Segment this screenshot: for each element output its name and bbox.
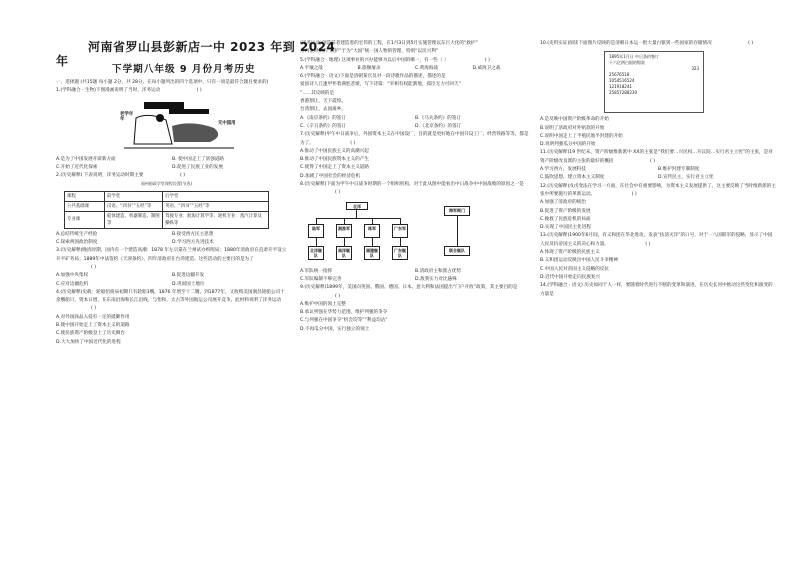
diagram-connector	[316, 238, 317, 246]
q11-option-b[interactable]: B.维护封建专制制度	[658, 167, 700, 173]
question-11-options-row-2	[540, 174, 776, 182]
q2-option-c[interactable]: C.探索两国政治制度	[56, 240, 98, 246]
question-5-options	[300, 65, 530, 73]
q12-option-c[interactable]: C.挽救了民族危机的局面	[540, 216, 591, 222]
cartoon-illustration	[114, 98, 264, 154]
table-cell: 驾驶专业：航海计算学等；轮机专业：蒸汽计算及操纵等	[163, 211, 269, 228]
document-line: 25676518	[609, 72, 630, 78]
column-3	[540, 40, 776, 299]
q3-option-d[interactable]: D.巩固国土地位	[172, 281, 205, 287]
table-cell: 前学堂	[105, 191, 163, 201]
q4-continuation: (洋务运动)创造前者建造着的宏伟的工程，在1月3日到5月实施管理以东巨大化的“救护”	[300, 41, 478, 46]
q9-option-b[interactable]: B.承认列强在华势力范围，维护列强的争夺	[300, 310, 388, 316]
q9-option-c[interactable]: C.与列强在中国争夺“机会均等”“利益均沾”	[300, 318, 388, 324]
cartoon-label-right: 无中国用	[218, 120, 236, 126]
q10-option-c[interactable]: C.说明中国走上了半殖民地半封建的开始	[540, 133, 623, 139]
question-12: 12.(历史解释)戊戌变法在学习一方面，在社会中有重要影响，为资本主义发展提供了。这主要反映了当时维新派的主张中所要施行的革新运动。 ( )	[540, 183, 776, 197]
q4-option-d[interactable]: D.大大加快了中国近代化的进程	[56, 339, 121, 345]
question-11: 11.(历史解释)19 世纪末，资产阶级维新派中 XX的主张是“我们要…兴民权…开议院…实行君主立宪”的主张，是对资产阶级改良派的主张的最好的概括 ( )	[540, 150, 773, 164]
exam-title-line2: 下学期八年级 9 月份月考历史	[112, 64, 256, 75]
q3-option-a[interactable]: A.加强中央集权	[56, 273, 89, 279]
q10-option-a[interactable]: A.是反映中国资产阶级革命的开始	[540, 117, 609, 123]
q4-option-c[interactable]: C.使民族资产阶级登上了历史舞台	[56, 331, 125, 337]
question-5: 5.(学科融合 · 地理) 这项事业的兴办能够为以后中国的哪一，有一些（ ） ( )	[300, 57, 490, 63]
question-4: 4.(历史解释)史载：轮船招商局初期只有轮船3艘，1876 年增至十二艘，到1877年，又收购美国旗昌轮船公司十余艘船只，资本日增，在东南沿海和长江沿线，与怡和、太古等外国航运公司展开竞争。此材料说明了洋务运动 ( )	[56, 289, 285, 312]
q11-option-c[interactable]: C.鼓吹思想，建立资本主义制度	[540, 175, 605, 181]
q4-continuation-line: 万两金时期的“救护”于为“大国”统一国人物的管理，特别“以民兴利”	[300, 49, 439, 55]
diagram-connector	[316, 218, 400, 219]
q2-option-b[interactable]: B.接受西方民主思想	[172, 231, 214, 237]
historical-document-image	[604, 51, 704, 113]
diagram-top-node: 北洋	[346, 202, 368, 210]
q2-option-a[interactable]: A.总结传统生产经验	[56, 231, 98, 237]
q3-option-c[interactable]: C.应对边疆危机	[56, 281, 89, 287]
cartoon-drawing	[114, 98, 264, 154]
question-1-options-row-1	[56, 156, 288, 164]
diagram-node: 湘淮军	[336, 224, 352, 238]
question-3-options-row-1	[56, 272, 288, 280]
q6-line: 香港割让，天下震惊。	[300, 99, 346, 105]
q3-option-b[interactable]: B.促进边疆开发	[172, 273, 205, 279]
q8-option-a[interactable]: A.军队统一指挥	[300, 268, 333, 274]
q13-option-c[interactable]: C.中国人民对帝国主义侵略的反抗	[540, 266, 609, 272]
diagram-node: 广东军	[392, 224, 408, 238]
question-2: 2.(历史解释) 下表说明，洋务运动时期主要 ( )	[56, 173, 185, 179]
q8-option-d[interactable]: D.敌我实力对比悬殊	[415, 276, 457, 282]
table-cell: 专业课	[65, 211, 105, 228]
q2-option-d[interactable]: D.学习西方先进技术	[172, 240, 214, 246]
table-cell: 英语、“四书”“五经”等	[163, 201, 269, 211]
table-cell: 后学堂	[163, 191, 269, 201]
question-13: 13.(历史解释)1900年6月间，有义和团在华北进攻，发表“扶清灭洋”的口号，对于一八国联军的侵略，显示了中国人民反抗帝国主义的决心和力量。 ( )	[540, 233, 773, 247]
q5-option-c[interactable]: C.黄海海战	[415, 65, 439, 71]
diagram-connector	[400, 238, 401, 246]
question-2-options-row-2	[56, 239, 288, 247]
q7-option-b[interactable]: B.推动了中国民族资本主义的产生	[300, 157, 369, 163]
document-line: 323	[691, 66, 699, 72]
diagram-connector	[344, 238, 345, 246]
q6-option-d[interactable]: D.《北京条约》的签订	[415, 123, 462, 129]
q9-option-d[interactable]: D.不再瓜分中国，实行独立的领土	[300, 326, 370, 332]
exam-title-year-char: 年	[56, 54, 69, 68]
q1-option-d[interactable]: D.促进了民族工业的发展	[172, 164, 223, 170]
q8-option-b[interactable]: B.清政府主和派占优势	[415, 268, 461, 274]
diagram-right-node: 海军衙门	[444, 206, 470, 216]
question-1-options-row-2	[56, 164, 288, 172]
table-row	[65, 191, 269, 201]
q6-option-a[interactable]: A.《南京条约》的签订	[300, 115, 346, 121]
q1-option-c[interactable]: C.开始了近代化探索	[56, 164, 98, 170]
diagram-node: 福建舰队	[366, 247, 378, 258]
diagram-node: 练军	[364, 224, 380, 238]
diagram-right-node: 联合舰队	[444, 246, 470, 256]
q11-option-d[interactable]: D.宣传民主，实行君主立宪	[658, 175, 714, 181]
q12-option-a[interactable]: A.加强了清政府的统治	[540, 200, 586, 206]
document-line: 1054516524	[609, 78, 635, 84]
diagram-node: 南洋舰队	[338, 247, 350, 258]
q4-option-b[interactable]: B.使中国开始走上了资本主义的道路	[56, 323, 130, 329]
q10-option-d[interactable]: D.说明列强瓜分中国的开始	[540, 142, 596, 148]
q6-line: 台湾割让，去国离乡。	[300, 107, 346, 113]
curriculum-table	[64, 191, 269, 229]
document-line: 121918241	[609, 84, 632, 90]
q7-option-c[interactable]: C.使得了中国走上了资本主义道路	[300, 165, 369, 171]
question-2-options-row-1	[56, 231, 288, 239]
table-cell: 船体建造、机器制造、制图等	[105, 211, 163, 228]
section-instructions: 一、选择题 (共15题 每小题 2分，共 28分。在每小题列出的四个选项中，只有一项是最符合题目要求的)	[56, 80, 269, 85]
question-8: 8.(历史解释)下面为甲午中日战争时期的一个组织机构，对于此从图中能看出中日战争中中国战败的原因之一是 ( )	[300, 182, 524, 196]
table-row	[65, 211, 269, 228]
q6-option-b[interactable]: B.《马关条约》的签订	[415, 115, 461, 121]
q6-option-c[interactable]: C.《辛丑条约》的签订	[300, 123, 347, 129]
q12-option-b[interactable]: B.促进了资产阶级的发展	[540, 208, 591, 214]
military-org-diagram	[304, 202, 484, 264]
table-cell: 课程	[65, 191, 105, 201]
question-9: 9.(历史解释)1899年，美国向英国、俄国、德国、日本、意大利和法国提出“门户开放”政策，其主要目的是 ( )	[300, 285, 518, 299]
column-1	[56, 79, 288, 347]
diagram-connector	[372, 238, 373, 246]
question-6-options-row-1	[300, 115, 530, 123]
question-8-options-row-2	[300, 276, 530, 284]
question-6-options-row-2	[300, 123, 530, 131]
document-line: 十六亿两白银的赔款	[609, 60, 645, 66]
document-line: 25857288230	[609, 90, 637, 96]
question-7: 7.(历史解释)甲午中日战争后，外国资本主义在中国设厂，目的就是更好地在中国开设工厂、经营铁路等等，都是为了。 ( )	[300, 132, 529, 146]
diagram-node: 北洋舰队	[310, 247, 322, 258]
q7-option-a[interactable]: A.推动了中国民族主义的高潮兴起	[300, 148, 369, 154]
question-11-options-row-1	[540, 166, 776, 174]
table-caption: 福州船政学堂课程设置(节选)	[140, 181, 193, 187]
q13-option-b[interactable]: B.义和团运动反映出中国人民斗争精神	[540, 258, 619, 264]
diagram-connector	[356, 210, 357, 218]
question-14: 14.(学科融合 · 语文) 历史如同于人一样，要随着时代进行不断的变革和演进，在历史长河中推动这些变化和演变的力量是	[540, 283, 773, 297]
table-cell: 汉语、“四书”“五经”等	[105, 201, 163, 211]
question-1: 1.(学科融合 · 生物)下图漫画说明了当时，洋务运动 ( )	[56, 88, 202, 94]
diagram-node: 陆军	[308, 224, 324, 238]
question-3-options-row-2	[56, 281, 288, 289]
q8-option-c[interactable]: C.军队编制不够完善	[300, 276, 342, 282]
diagram-connector	[457, 216, 458, 246]
q11-option-a[interactable]: A.学习西方，发展科技	[540, 167, 586, 173]
exam-title-line1: 河南省罗山县彭新店一中 2023 年到 2024	[88, 40, 336, 54]
q5-option-a[interactable]: A.平壤之战	[300, 65, 323, 71]
q5-option-d[interactable]: D.威海卫之战	[472, 65, 501, 71]
document-line: 1895年1月日 中日条约签订	[609, 54, 659, 60]
q12-option-d[interactable]: D.实现了中国民主化进程	[540, 225, 591, 231]
question-8-options-row-1	[300, 268, 530, 276]
column-2	[300, 40, 530, 334]
q1-option-b[interactable]: B. 使中国走上了富强道路	[172, 156, 225, 162]
table-cell: 公共基础课	[65, 201, 105, 211]
question-6: 6.(学科融合 · 语文)下面是清朝某官员对一段诗歌作品的描述，描述的是	[300, 74, 446, 80]
q1-option-a[interactable]: A.是为了中国发展开辟新方面	[56, 156, 116, 162]
question-3: 3.(历史解释)晚清时期，国内有一个建造高潮：1878 年左宗棠在兰州试办织呢局；1880年清政府在直隶开平设立开平矿务局；1889年中法签约《天津条约》，四年清政府在台湾建造。这些活动的主要目的是为了 ( )	[56, 248, 287, 270]
diagram-node: 广东舰队	[394, 247, 406, 258]
q4-option-a[interactable]: A.对外国商品入侵有一定的抵御作用	[56, 314, 130, 320]
q6-line: 爱国诗人丘逢甲怀着满腔悲愤，写下诗篇：“宰相有权能割地，孤臣无力可回天”	[300, 82, 461, 88]
q5-option-b[interactable]: B.旅顺屠杀	[357, 65, 381, 71]
cartoon-label-left: 老学年年	[120, 111, 134, 122]
q10-option-b[interactable]: B.说明了清政府对外赔款的开始	[540, 125, 605, 131]
q13-option-a[interactable]: A.体现了资产阶级的民族主义	[540, 250, 600, 256]
table-row	[65, 201, 269, 211]
q13-option-d[interactable]: D.近代中国开始走向民族复兴	[540, 274, 601, 280]
q7-option-d[interactable]: D.加剧了中国社会的经济危机	[300, 173, 361, 179]
q9-option-a[interactable]: A.维护中国的领土完整	[300, 301, 346, 307]
question-10: 10.(史料实证)阅读下面图片反映的是清朝日本运一批大量白银到一些国家的存储情况 ( )	[540, 41, 754, 46]
q6-line: ”......其反映的是	[300, 90, 335, 96]
